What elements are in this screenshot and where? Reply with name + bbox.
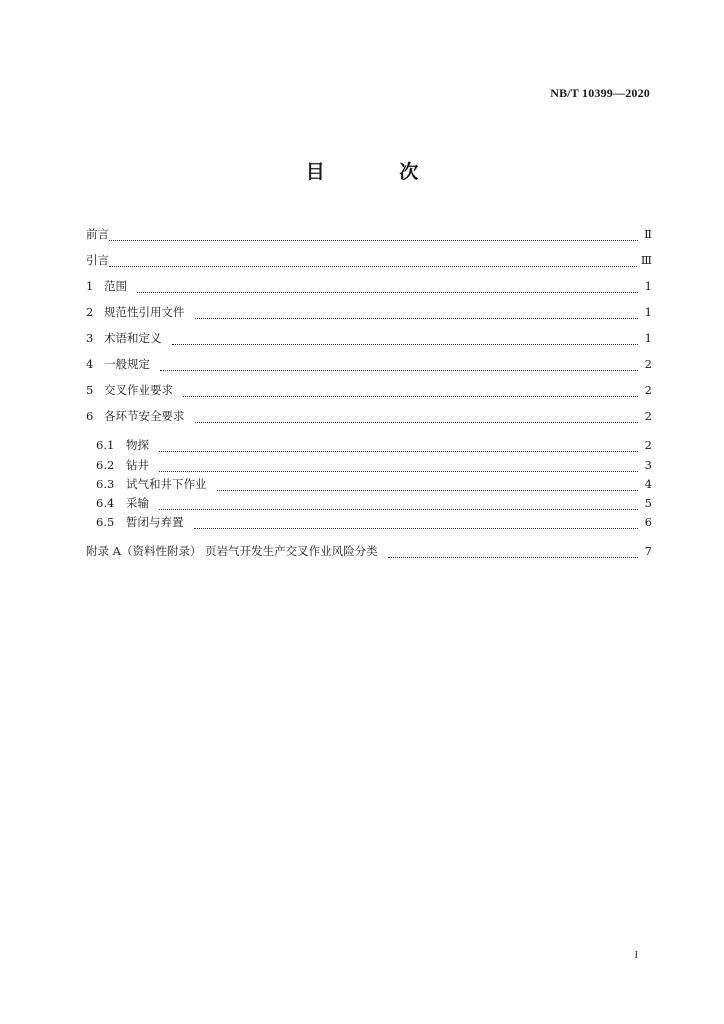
toc-entry-number: 2	[86, 305, 94, 319]
toc-entry-number: 6	[86, 409, 94, 423]
toc-entry-label: 各环节安全要求	[104, 409, 185, 423]
toc-dot-leader	[195, 318, 639, 319]
toc-entry-label: 试气和井下作业	[126, 477, 207, 491]
toc-entry-page: Ⅲ	[640, 253, 652, 267]
toc-dot-leader	[109, 240, 638, 241]
toc-entry-page: 2	[644, 383, 652, 397]
toc-entry-number: 4	[86, 357, 94, 371]
toc-entry[interactable]	[86, 543, 652, 561]
toc-entry[interactable]	[96, 495, 652, 513]
toc-dot-leader	[388, 557, 638, 558]
toc-entry-number: 3	[86, 331, 94, 345]
toc-entry[interactable]	[86, 278, 652, 296]
toc-entry[interactable]	[86, 304, 652, 322]
toc-entry-label: 规范性引用文件	[104, 305, 185, 319]
toc-entry-page: 3	[644, 458, 652, 472]
toc-dot-leader	[159, 451, 638, 452]
toc-entry-label: 一般规定	[104, 357, 150, 371]
page-number: I	[634, 950, 638, 961]
toc-entry-number: 5	[86, 383, 94, 397]
toc-dot-leader	[109, 266, 637, 267]
toc-entry-number: 6.3	[96, 477, 115, 491]
toc-dot-leader	[159, 471, 638, 472]
toc-entry-page: 1	[644, 331, 652, 345]
toc-entry-label: 钻井	[126, 458, 149, 472]
toc-entry-page: Ⅱ	[644, 227, 652, 241]
toc-entry-number: 6.4	[96, 496, 115, 510]
toc-entry[interactable]	[86, 356, 652, 374]
toc-entry-page: 2	[644, 438, 652, 452]
toc-entry-page: 6	[644, 515, 652, 529]
standard-number: NB/T 10399—2020	[550, 86, 650, 100]
toc-entry-label: 引言	[86, 253, 109, 267]
toc-entry[interactable]	[86, 408, 652, 426]
toc-entry-page: 7	[644, 544, 652, 558]
page-title: 目 次	[305, 161, 453, 183]
toc-entry-label: 术语和定义	[104, 331, 162, 345]
toc-entry-number: 1	[86, 279, 94, 293]
toc-entry[interactable]	[86, 252, 652, 270]
toc-dot-leader	[195, 422, 639, 423]
toc-entry[interactable]	[96, 476, 652, 494]
toc-entry[interactable]	[86, 382, 652, 400]
toc-dot-leader	[194, 528, 639, 529]
toc-dot-leader	[137, 292, 638, 293]
toc-dot-leader	[160, 370, 638, 371]
toc-dot-leader	[217, 490, 639, 491]
toc-dot-leader	[172, 344, 639, 345]
toc-entry-page: 4	[644, 477, 652, 491]
toc-entry[interactable]	[86, 226, 652, 244]
toc-dot-leader	[159, 509, 638, 510]
toc-entry-label: 物探	[126, 438, 149, 452]
toc-entry-page: 1	[644, 279, 652, 293]
toc-entry-label: 范围	[104, 279, 127, 293]
toc-entry-number: 6.5	[96, 515, 115, 529]
toc-entry[interactable]	[96, 437, 652, 455]
toc-entry-label: 附录 A（资料性附录） 页岩气开发生产交叉作业风险分类	[86, 544, 378, 558]
toc-entry-page: 2	[644, 409, 652, 423]
toc-entry[interactable]	[96, 457, 652, 475]
toc-entry-number: 6.2	[96, 458, 115, 472]
toc-entry-page: 1	[644, 305, 652, 319]
toc-entry-label: 暂闭与弃置	[126, 515, 184, 529]
toc-entry[interactable]	[96, 514, 652, 532]
toc-entry-label: 交叉作业要求	[104, 383, 173, 397]
toc-entry-label: 采输	[126, 496, 149, 510]
toc-entry-label: 前言	[86, 227, 109, 241]
toc-entry-page: 2	[644, 357, 652, 371]
toc-dot-leader	[183, 396, 638, 397]
toc-entry[interactable]	[86, 330, 652, 348]
toc-entry-number: 6.1	[96, 438, 115, 452]
toc-entry-page: 5	[644, 496, 652, 510]
